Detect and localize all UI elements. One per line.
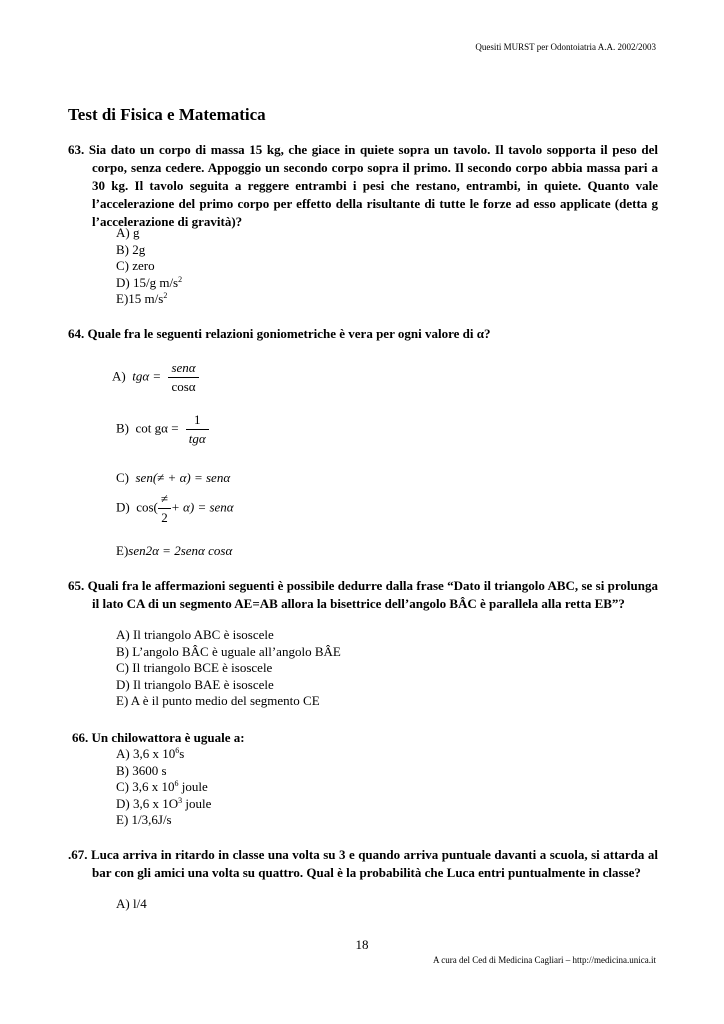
section-title: Test di Fisica e Matematica — [68, 105, 266, 124]
option-a: A) Il triangolo ABC è isoscele — [116, 627, 274, 642]
option-b: B) 3600 s — [116, 762, 167, 778]
question-65-text: 65. Quali fra le affermazioni seguenti è possibile dedurre dalla frase “Dato il triangolo ABC, se si prolunga il lato CA di un segmento AE=AB allora la bisettrice dell’angolo BÂC è parallela alla retta EB”? — [68, 578, 658, 611]
question-66 — [72, 729, 662, 747]
option-e: E)15 $m/s^2$ — [116, 291, 168, 306]
question-64-text: 64. Quale fra le seguenti relazioni goniometriche è vera per ogni valore di α? — [68, 326, 491, 341]
option-d: D) 15/g $m/s^2$ — [116, 274, 183, 290]
option-c: C) Il triangolo BCE è isoscele — [116, 660, 273, 675]
formula-d: D) cos( $\frac{\ne}{2}$ + α) = senα — [116, 491, 234, 525]
question-67-options — [116, 896, 147, 913]
question-63 — [68, 141, 658, 231]
header-note: Quesiti MURST per Odontoiatria A.A. 2002/2003 — [475, 42, 656, 52]
option-e: E) 1/3,6J/s — [116, 812, 172, 827]
option-b: B) L’angolo BÂC è uguale all’angolo BÂE — [116, 643, 341, 659]
fraction: $\frac{\ne}{2}$ — [158, 491, 171, 526]
question-66-options — [116, 746, 211, 829]
option-a: A) l/4 — [116, 896, 147, 911]
question-64 — [68, 325, 658, 343]
question-63-options — [116, 225, 182, 308]
option-a: A) 3,6 x $10^6s$ — [116, 746, 185, 761]
formula-c: C) sen(≠ + α) = senα — [116, 470, 231, 485]
question-67 — [68, 846, 658, 882]
option-e: E) A è il punto medio del segmento CE — [116, 693, 320, 708]
fraction: $\frac{\text{senα}}{\cos\alpha}$ — [168, 360, 198, 395]
option-b: B) 2g — [116, 241, 146, 257]
question-65-options — [116, 627, 341, 710]
question-66-text: 66. Un chilowattora è uguale a: — [72, 730, 245, 745]
option-d: D) 3,6 x $1O^3$ joule — [116, 795, 212, 811]
option-c: C) 3,6 x $10^6$ joule — [116, 779, 208, 794]
footer-note: A cura del Ced di Medicina Cagliari – http://medicina.unica.it — [433, 955, 656, 965]
question-65 — [68, 577, 658, 613]
option-d: D) Il triangolo BAE è isoscele — [116, 676, 274, 692]
question-63-text: 63. Sia dato un corpo di massa 15 kg, che giace in quiete sopra un tavolo. Il tavolo sopporta il peso del corpo, senza cedere. Appoggio un secondo corpo sopra il primo. Il secondo corpo abbia massa pari a 30 kg. Il tavolo seguita a reggere entrambi i pesi che restano, entrambi, in quiete. Quanto vale l’accelerazione del primo corpo per effetto della risultante di tutte le forze ad esso applicate (detta g l’accelerazione di gravità)? — [68, 142, 658, 229]
formula-b: B) cot gα = $\frac{1}{\text{tgα}}$ — [116, 412, 209, 447]
fraction: $\frac{1}{\text{tgα}}$ — [186, 412, 209, 447]
formula-a: A) tgα = $\frac{\text{senα}}{\cos\alpha}$ — [112, 360, 199, 395]
page-number: 18 — [355, 937, 369, 952]
option-a: A) g — [116, 225, 140, 240]
formula-e: E)sen2α = 2senα cosα — [116, 543, 233, 558]
option-c: C) zero — [116, 258, 155, 273]
question-67-text: .67. Luca arriva in ritardo in classe una volta su 3 e quando arriva puntuale davanti a scuola, si attarda al bar con gli amici una volta su quattro. Qual è la probabilità che Luca entri puntualmente in classe? — [68, 847, 658, 880]
